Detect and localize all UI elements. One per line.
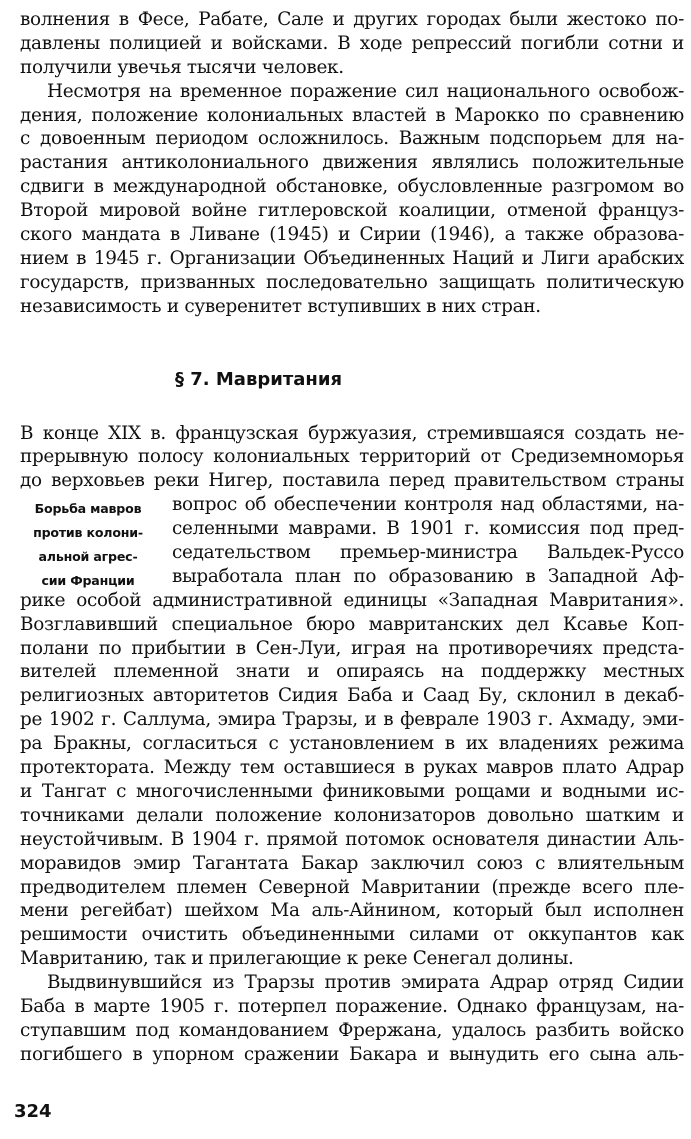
text-line: нием в 1945 г. Организации Объединенных Наций и Лиги арабских	[20, 247, 684, 269]
text-line: Мавританию, так и прилегающие к реке Сенегал долины.	[20, 948, 574, 970]
text-line: государств, призванных последовательно защищать политическую	[20, 271, 684, 293]
text-line: В конце XIX в. французская буржуазия, стремившаяся создать не-	[20, 422, 684, 444]
text-line: до верховьев реки Нигер, поставила перед правительством страны	[20, 470, 684, 492]
text-line: ступавшим под командованием Фрержана, удалось разбить войско	[20, 1019, 684, 1041]
text-line: вопрос об обеспечении контроля над областями, на-	[172, 494, 684, 516]
page-body	[20, 8, 684, 1067]
margin-note-line: против колони-	[33, 525, 143, 541]
text-line: селенными маврами. В 1901 г. комиссия под пред-	[172, 518, 684, 540]
text-line: прерывную полосу колониальных территорий от Средиземноморья	[20, 446, 684, 468]
text-line: протектората. Между тем оставшиеся в руках мавров плато Адрар	[20, 757, 684, 779]
text-line: предводителем племен Северной Мавритании (прежде всего пле-	[20, 876, 684, 898]
text-line: независимость и суверенитет вступивших в них стран.	[20, 295, 541, 317]
text-line: получили увечья тысячи человек.	[20, 56, 344, 78]
paragraph-1	[20, 8, 684, 80]
text-line: выработала план по образованию в Западной Аф-	[172, 565, 684, 587]
text-line: точниками делали положение колонизаторов довольно шатким и	[20, 804, 684, 826]
section-intro	[20, 422, 684, 494]
text-line: Несмотря на временное поражение сил национального освобож-	[47, 80, 684, 102]
text-line: неустойчивым. В 1904 г. прямой потомок основателя династии Аль-	[20, 828, 684, 850]
text-line: Второй мировой войне гитлеровской коалиции, отменой француз-	[20, 200, 684, 222]
margin-note-line: альной агрес-	[38, 549, 138, 565]
text-line: давлены полицией и войсками. В ходе репрессий погибли сотни и	[20, 32, 684, 54]
text-line: Баба в марте 1905 г. потерпел поражение. Однако французам, на-	[20, 995, 684, 1017]
paragraph-2	[20, 80, 684, 319]
paragraph-final	[20, 971, 684, 1067]
text-line: погибшего в упорном сражении Бакара и вынудить его сына аль-	[20, 1043, 684, 1065]
text-line: моравидов эмир Тагантата Бакар заключил союз с влиятельным	[20, 852, 684, 874]
text-line: полани по прибытии в Сен-Луи, играя на противоречиях предста-	[20, 637, 684, 659]
text-line: мени регейбат) шейхом Ма аль-Айнином, который был исполнен	[20, 900, 684, 922]
text-line: решимости очистить объединенными силами от оккупантов как	[20, 924, 684, 946]
text-line: сдвиги в международной обстановке, обусловленные разгромом во	[20, 176, 684, 198]
section-body	[20, 589, 684, 971]
side-note-block	[20, 493, 684, 589]
text-line: рике особой административной единицы «Западная Мавритания».	[20, 589, 684, 611]
text-line: ского мандата в Ливане (1945) и Сирии (1946), а также образова-	[20, 224, 684, 246]
text-line: ра Бракны, согласиться с установлением в их владениях режима	[20, 733, 684, 755]
text-line: волнения в Фесе, Рабате, Сале и других городах были жестоко по-	[20, 9, 684, 30]
text-line: Выдвинувшийся из Трарзы против эмирата Адрар отряд Сидии	[47, 972, 684, 994]
text-line: с довоенным периодом осложнилось. Важным подспорьем для на-	[20, 128, 684, 150]
margin-note-line: сии Франции	[41, 573, 135, 589]
text-line: религиозных авторитетов Сидия Баба и Саад Бу, склонил в декаб-	[20, 685, 684, 707]
text-line: дения, положение колониальных властей в Марокко по сравнению	[20, 104, 684, 126]
page-number: 324	[14, 1101, 52, 1122]
wrapped-text	[172, 493, 684, 589]
text-line: вителей племенной знати и опираясь на поддержку местных	[20, 661, 684, 683]
text-line: ре 1902 г. Саллума, эмира Трарзы, и в феврале 1903 г. Ахмаду, эми-	[20, 709, 684, 731]
margin-note-line: Борьба мавров	[34, 501, 142, 517]
text-line: растания антиколониального движения являлись положительные	[20, 152, 684, 174]
margin-note	[18, 497, 158, 593]
text-line: седательством премьер-министра Вальдек-Руссо	[172, 542, 684, 564]
section-heading: § 7. Мавритания	[175, 368, 343, 390]
text-line: Возглавивший специальное бюро мавританских дел Ксавье Коп-	[20, 613, 684, 635]
text-line: и Тангат с многочисленными финиковыми рощами и водными ис-	[20, 780, 684, 802]
